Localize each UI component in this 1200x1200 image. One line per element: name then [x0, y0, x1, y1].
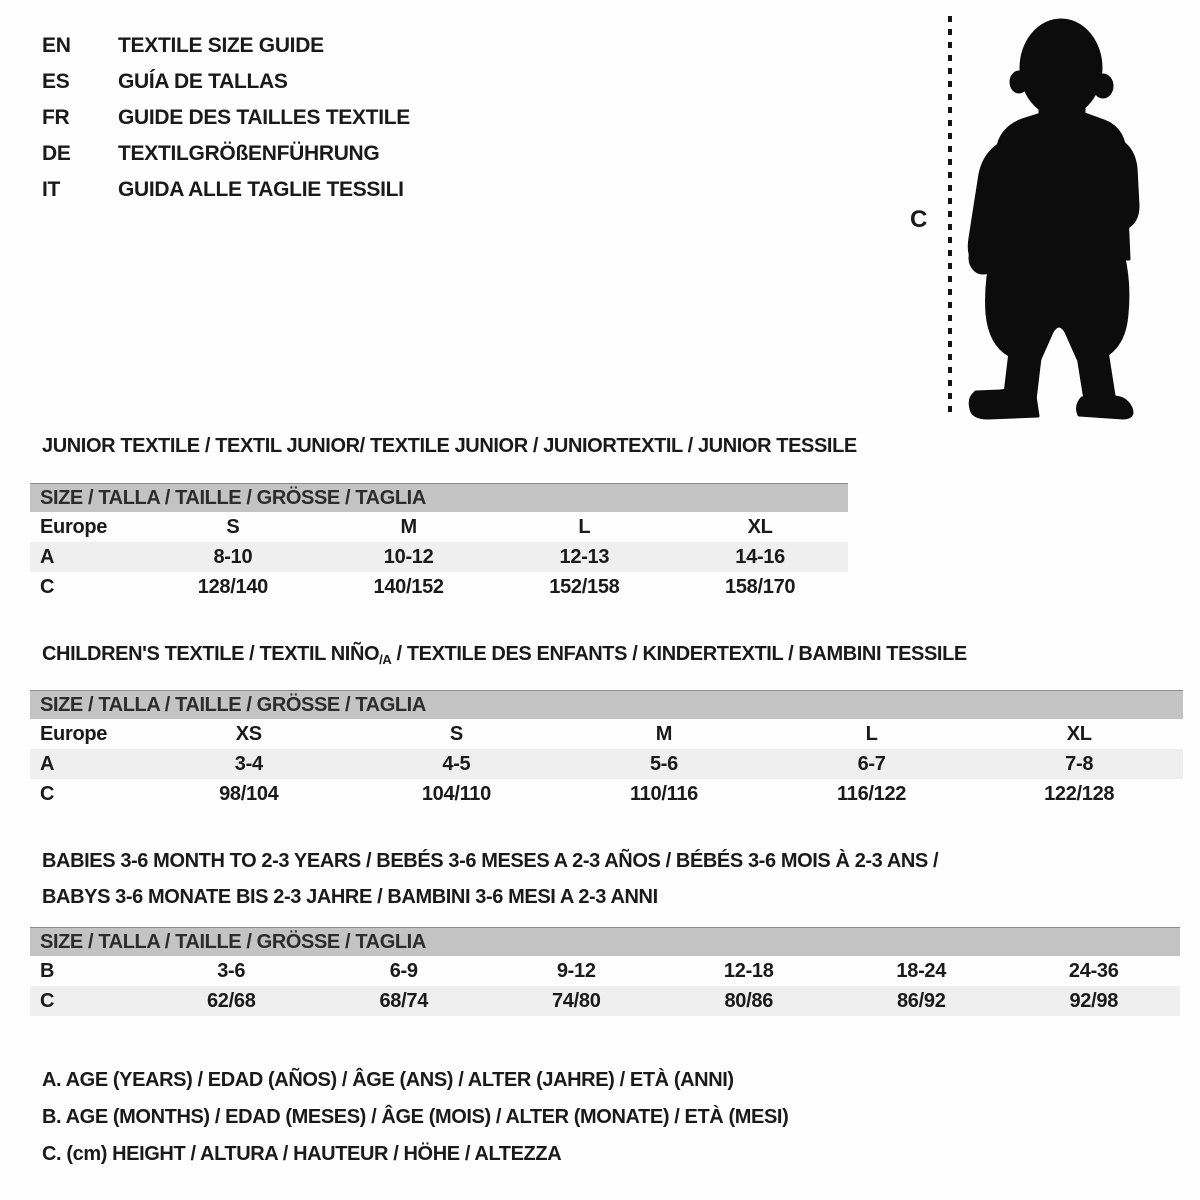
language-row [42, 64, 410, 100]
cell-value: M [655, 723, 673, 745]
cell-value: 8-10 [213, 546, 253, 568]
cell-value: 6-7 [857, 753, 886, 775]
cell-value: M [400, 516, 417, 538]
section-title-children-suffix: / TEXTILE DES ENFANTS / KINDERTEXTIL / BAMBINI TESSILE [391, 643, 967, 665]
cell-value: 14-16 [735, 546, 785, 568]
table-row [30, 512, 848, 542]
cell-value: 158/170 [725, 576, 796, 598]
cell-value: XS [235, 723, 262, 745]
cell-value: 3-4 [234, 753, 263, 775]
cell-value: 68/74 [379, 990, 429, 1012]
language-code: DE [42, 142, 71, 165]
section-title-children-prefix: CHILDREN'S TEXTILE / TEXTIL NIÑO [42, 643, 380, 665]
table-row [30, 986, 1180, 1016]
section-title-babies-line2: BABYS 3-6 MONATE BIS 2-3 JAHRE / BAMBINI 3-6 MESI A 2-3 ANNI [42, 886, 658, 908]
cell-value: L [578, 516, 591, 538]
cell-value: 110/116 [629, 783, 698, 805]
cell-value: S [226, 516, 240, 538]
section-title-children [42, 642, 967, 672]
cell-value: S [449, 723, 463, 745]
language-code: EN [42, 34, 71, 57]
size-header-bar: SIZE / TALLA / TAILLE / GRÖSSE / TAGLIA [30, 690, 1183, 719]
row-label: B [40, 960, 55, 982]
language-code: ES [42, 70, 70, 93]
cell-value: 80/86 [724, 990, 774, 1012]
language-label: GUÍA DE TALLAS [118, 70, 288, 93]
measure-legend [42, 1062, 788, 1173]
section-title-babies-line1: BABIES 3-6 MONTH TO 2-3 YEARS / BEBÉS 3-6 MESES A 2-3 AÑOS / BÉBÉS 3-6 MOIS À 2-3 ANS / [42, 850, 939, 872]
row-label: C [40, 990, 55, 1012]
language-row [42, 28, 410, 64]
row-label: A [40, 753, 55, 775]
cell-value: 9-12 [556, 960, 596, 982]
cell-value: 4-5 [442, 753, 471, 775]
cell-value: 10-12 [383, 546, 434, 568]
cell-value: 86/92 [896, 990, 946, 1012]
table-row [30, 779, 1183, 809]
cell-value: 140/152 [373, 576, 444, 598]
row-label: C [40, 783, 55, 805]
legend-line-c: C. (cm) HEIGHT / ALTURA / HAUTEUR / HÖHE / ALTEZZA [42, 1143, 562, 1165]
cell-value: 12-18 [723, 960, 774, 982]
cell-value: 5-6 [649, 753, 678, 775]
language-code: IT [42, 178, 61, 201]
legend-line-a: A. AGE (YEARS) / EDAD (AÑOS) / ÂGE (ANS) / ALTER (JAHRE) / ETÀ (ANNI) [42, 1069, 734, 1091]
babies-size-table [30, 927, 1180, 1016]
cell-value: L [865, 723, 878, 745]
size-header-bar: SIZE / TALLA / TAILLE / GRÖSSE / TAGLIA [30, 483, 848, 512]
language-list [42, 28, 410, 208]
section-title-babies [42, 843, 938, 915]
table-row [30, 572, 848, 602]
toddler-silhouette-icon [962, 14, 1146, 424]
table-row [30, 542, 848, 572]
row-label: A [40, 546, 55, 568]
cell-value: 12-13 [559, 546, 610, 568]
cell-value: 98/104 [219, 783, 279, 805]
row-label: Europe [40, 723, 108, 745]
cell-value: 18-24 [896, 960, 947, 982]
table-row [30, 749, 1183, 779]
cell-value: 104/110 [421, 783, 491, 805]
children-size-table [30, 690, 1183, 809]
junior-size-table [30, 483, 848, 602]
section-title-children-sub: /A [379, 652, 392, 667]
cell-value: 3-6 [217, 960, 246, 982]
figure-measure-label: C [910, 206, 928, 233]
table-row [30, 956, 1180, 986]
cell-value: 7-8 [1065, 753, 1094, 775]
legend-line-b: B. AGE (MONTHS) / EDAD (MESES) / ÂGE (MOIS) / ALTER (MONATE) / ETÀ (MESI) [42, 1106, 789, 1128]
row-label: C [40, 576, 55, 598]
cell-value: 92/98 [1069, 990, 1119, 1012]
cell-value: 152/158 [549, 576, 620, 598]
cell-value: 116/122 [837, 783, 907, 805]
cell-value: 6-9 [389, 960, 418, 982]
language-row [42, 100, 410, 136]
section-title-junior: JUNIOR TEXTILE / TEXTIL JUNIOR/ TEXTILE JUNIOR / JUNIORTEXTIL / JUNIOR TESSILE [42, 435, 857, 457]
height-measure-dashed-line [948, 16, 952, 416]
language-row [42, 136, 410, 172]
row-label: Europe [40, 516, 108, 538]
table-row [30, 719, 1183, 749]
language-label: TEXTILGRÖßENFÜHRUNG [118, 142, 380, 165]
language-label: TEXTILE SIZE GUIDE [118, 34, 324, 57]
cell-value: 128/140 [197, 576, 268, 598]
size-header-bar: SIZE / TALLA / TAILLE / GRÖSSE / TAGLIA [30, 927, 1180, 956]
language-code: FR [42, 106, 70, 129]
cell-value: 74/80 [551, 990, 601, 1012]
cell-value: 24-36 [1068, 960, 1119, 982]
language-label: GUIDA ALLE TAGLIE TESSILI [118, 178, 404, 201]
language-row [42, 172, 410, 208]
cell-value: XL [747, 516, 773, 538]
cell-value: 122/128 [1044, 783, 1115, 805]
language-label: GUIDE DES TAILLES TEXTILE [118, 106, 410, 129]
cell-value: 62/68 [206, 990, 256, 1012]
cell-value: XL [1066, 723, 1092, 745]
